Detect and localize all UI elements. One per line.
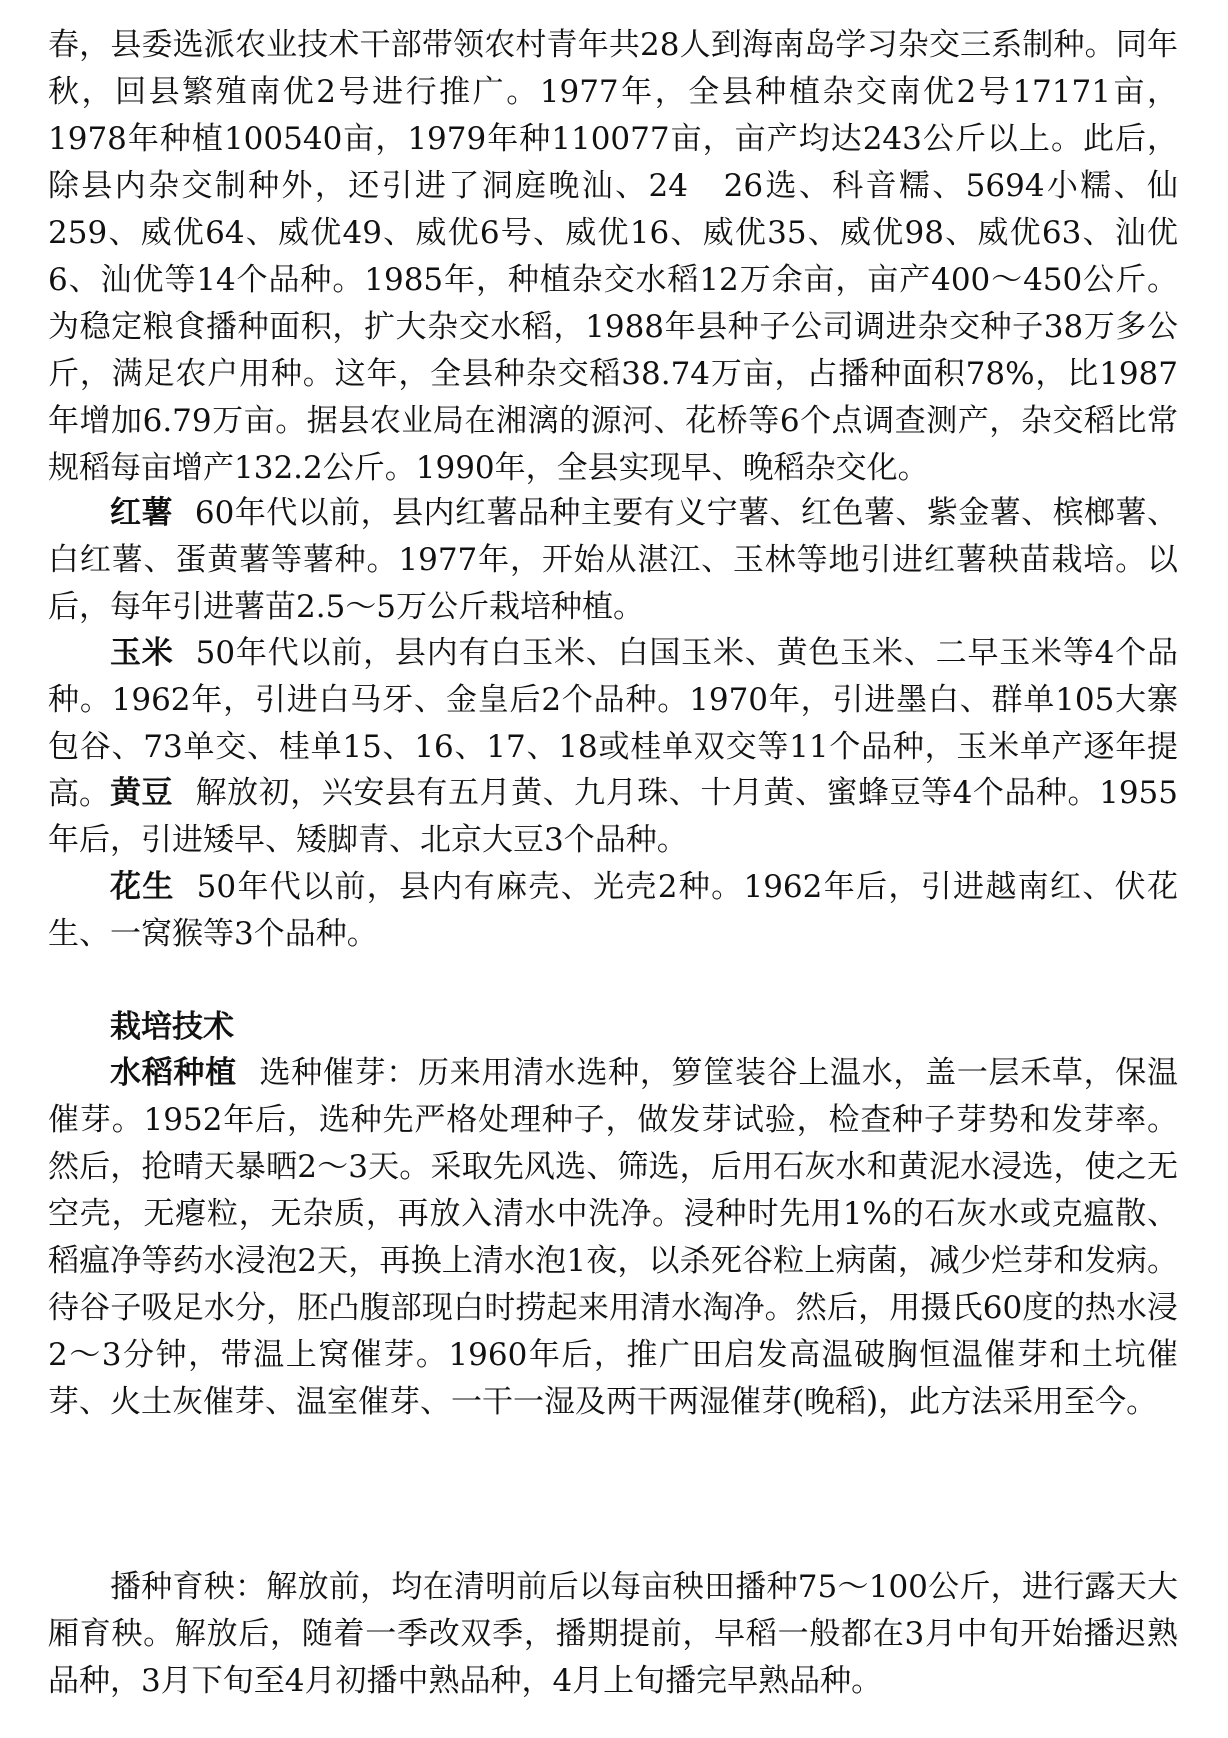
paragraph-text: 50年代以前，县内有白玉米、白国玉米、黄色玉米、二早玉米等4个品种。1962年，引进白马牙、金皇后2个品种。1970年，引进墨白、群单105大寨包谷、73单交、桂单15、16、17、18或桂单双交等11个品种，玉米单产逐年提高。 — [48, 635, 1179, 812]
term-label: 红薯 — [110, 495, 173, 531]
paragraph-text: 春，县委选派农业技术干部带领农村青年共28人到海南岛学习杂交三系制种。同年秋，回县繁殖南优2号进行推广。1977年，全县种植杂交南优2号17171亩，1978年种植100540亩，1979年种110077亩，亩产均达243公斤以上。此后，除县内杂交制种外，还引进了洞庭晚汕、24 26选、科音糯、5694小糯、仙259、威优64、威优49、威优6号、威优16、威优35、威优98、威优63、汕优6、汕优等14个品种。1985年，种植杂交水稻12万余亩，亩产400～450公斤。为稳定粮食播种面积，扩大杂交水稻，1988年县种子公司调进杂交种子38万多公斤，满足农户用种。这年，全县种杂交稻38.74万亩，占播种面积78%，比1987年增加6.79万亩。据县农业局在湘漓的源河、花桥等6个点调查测产，杂交稻比常规稻每亩增产132.2公斤。1990年，全县实现早、晚稻杂交化。 — [48, 27, 1178, 486]
paragraph-sowing — [48, 1564, 1178, 1705]
paragraph-soybean — [48, 770, 1178, 864]
term-label: 水稻种植 — [110, 1055, 237, 1091]
paragraph-peanut — [48, 864, 1178, 958]
paragraph-hybrid-rice — [48, 22, 1178, 492]
paragraph-rice-planting — [48, 1050, 1178, 1426]
term-label: 花生 — [110, 869, 175, 905]
paragraph-text: 50年代以前，县内有麻壳、光壳2种。1962年后，引进越南红、伏花生、一窝猴等3个品种。 — [48, 869, 1179, 952]
paragraph-text: 播种育秧：解放前，均在清明前后以每亩秧田播种75～100公斤，进行露天大厢育秧。解放后，随着一季改双季，播期提前，早稻一般都在3月中旬开始播迟熟品种，3月下旬至4月初播中熟品种，4月上旬播完早熟品种。 — [48, 1569, 1178, 1699]
paragraph-text: 60年代以前，县内红薯品种主要有义宁薯、红色薯、紫金薯、槟榔薯、白红薯、蛋黄薯等薯种。1977年，开始从湛江、玉林等地引进红薯秧苗栽培。以后，每年引进薯苗2.5～5万公斤栽培种植。 — [48, 495, 1179, 625]
section-heading: 栽培技术 — [110, 1009, 234, 1045]
paragraph-sweet-potato — [48, 490, 1178, 631]
term-label: 黄豆 — [110, 775, 174, 811]
paragraph-text: 解放初，兴安县有五月黄、九月珠、十月黄、蜜蜂豆等4个品种。1955年后，引进矮早、矮脚青、北京大豆3个品种。 — [48, 775, 1178, 858]
term-label: 玉米 — [110, 635, 174, 671]
paragraph-text: 选种催芽：历来用清水选种，箩筐装谷上温水，盖一层禾草，保温催芽。1952年后，选种先严格处理种子，做发芽试验，检查种子芽势和发芽率。然后，抢晴天暴晒2～3天。采取先风选、筛选，后用石灰水和黄泥水浸选，使之无空壳，无瘪粒，无杂质，再放入清水中洗净。浸种时先用1%的石灰水或克瘟散、稻瘟净等药水浸泡2天，再换上清水泡1夜，以杀死谷粒上病菌，减少烂芽和发病。待谷子吸足水分，胚凸腹部现白时捞起来用清水淘净。然后，用摄氏60度的热水浸2～3分钟，带温上窝催芽。1960年后，推广田启发高温破胸恒温催芽和土坑催芽、火土灰催芽、温室催芽、一干一湿及两干两湿催芽(晚稻)，此方法采用至今。 — [48, 1055, 1179, 1420]
